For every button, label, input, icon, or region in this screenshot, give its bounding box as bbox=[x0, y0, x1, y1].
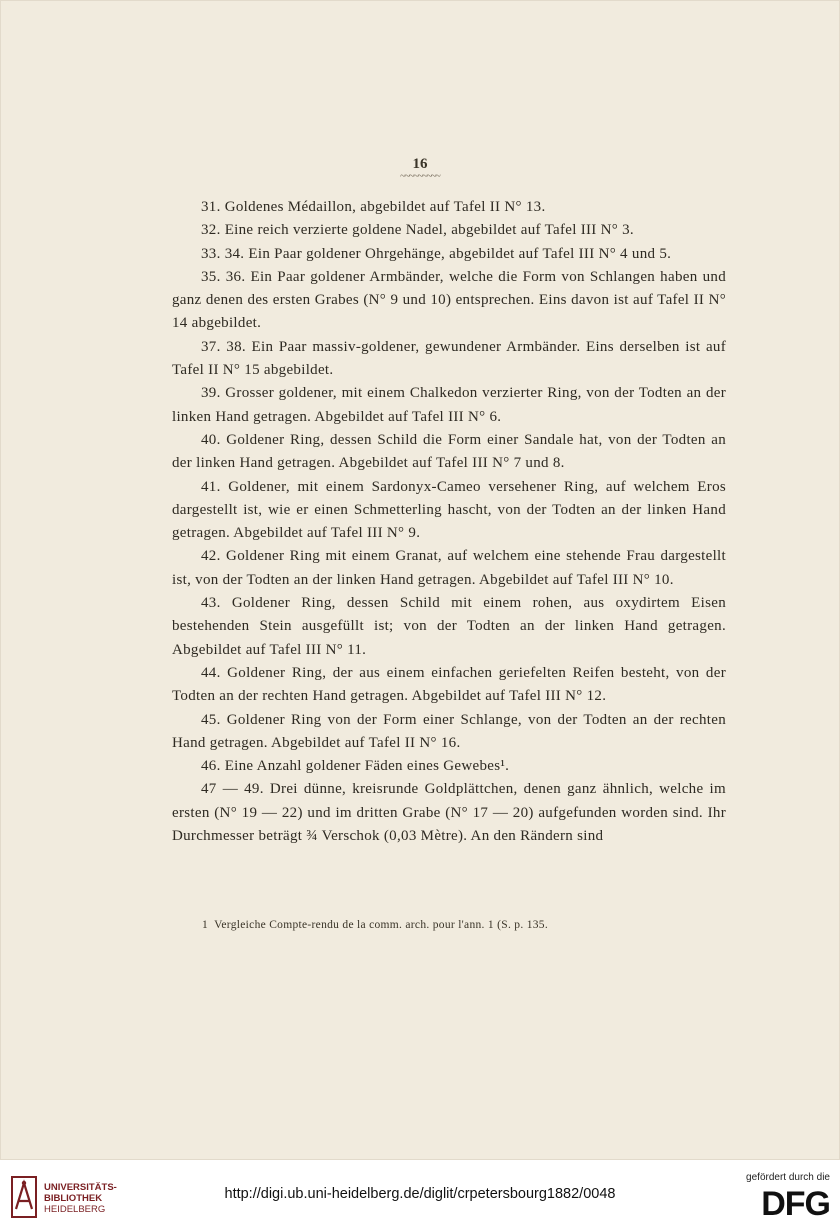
library-name-line-2: BIBLIOTHEK bbox=[44, 1193, 103, 1204]
paragraph-45: 45. Goldener Ring von der Form einer Schlange, von der Todten an der rechten Hand getragen. Abgebildet auf Tafel II N° 16. bbox=[172, 711, 726, 751]
library-name-line-3: HEIDELBERG bbox=[44, 1204, 106, 1215]
paragraph-42: 42. Goldener Ring mit einem Granat, auf welchem eine stehende Frau dargestellt ist, von der Todten an der linken Hand getragen. Abgebildet auf Tafel III N° 10. bbox=[172, 548, 726, 588]
funder-caption: gefördert durch die bbox=[746, 1172, 830, 1183]
funder-logo[interactable] bbox=[720, 1172, 830, 1223]
paragraph-40: 40. Goldener Ring, dessen Schild die Form einer Sandale hat, von der Todten an der linken Hand getragen. Abgebildet auf Tafel III N° 7 und 8. bbox=[172, 431, 726, 472]
paragraph-37-38: 37. 38. Ein Paar massiv-goldener, gewundener Armbänder. Eins derselben ist auf Tafel II N° 15 abgebildet. bbox=[172, 338, 726, 379]
paragraph-44: 44. Goldener Ring, der aus einem einfachen geriefelten Reifen besteht, von der Todten an der rechten Hand getragen. Abgebildet auf Tafel III N° 12. bbox=[172, 664, 726, 705]
footnote-text: Vergleiche Compte-rendu de la comm. arch. pour l'ann. 1 (S. p. 135. bbox=[214, 919, 549, 931]
paragraph-41: 41. Goldener, mit einem Sardonyx-Cameo versehener Ring, auf welchem Eros dargestellt ist, wie er einen Schmetterling hascht, von der Todten an der linken Hand getragen. Abgebildet auf Tafel III N° 9. bbox=[172, 478, 726, 542]
paragraph-43: 43. Goldener Ring, dessen Schild mit einem rohen, aus oxydirtem Eisen bestehenden Stein ausgefüllt ist; von der Todten an der linken Hand getragen. Abgebildet auf Tafel III N° 11. bbox=[172, 595, 726, 658]
dfg-logo: DFG bbox=[761, 1185, 830, 1223]
source-url-link[interactable]: http://digi.ub.uni-heidelberg.de/diglit/crpetersbourg1882/0048 bbox=[224, 1186, 616, 1202]
paragraph-47-49: 47 — 49. Drei dünne, kreisrunde Goldplättchen, denen ganz ähnlich, welche im ersten (N° 19 — 22) und im dritten Grabe (N° 17 — 20) aufgefunden worden sind. Ihr Durchmesser beträgt ¾ Verschok (0,03 Mètre). An den Rändern sind bbox=[172, 781, 726, 845]
paragraph-35-36: 35. 36. Ein Paar goldener Armbänder, welche die Form von Schlangen haben und ganz denen des ersten Grabes (N° 9 und 10) entsprechen. Eins davon ist auf Tafel II N° 14 abgebildet. bbox=[172, 268, 726, 332]
footnote-mark: 1 bbox=[202, 919, 209, 931]
paragraph-46: 46. Eine Anzahl goldener Fäden eines Gewebes¹. bbox=[201, 758, 510, 775]
paragraph-33-34: 33. 34. Ein Paar goldener Ohrgehänge, abgebildet auf Tafel III N° 4 und 5. bbox=[201, 245, 672, 262]
page-number-ornament: ~~~~~~~~~ bbox=[400, 171, 440, 182]
page-number: 16 bbox=[412, 156, 428, 172]
body-text bbox=[172, 196, 726, 848]
footnote bbox=[202, 919, 622, 931]
paragraph-39: 39. Grosser goldener, mit einem Chalkedon verzierter Ring, von der Todten an der linken Hand getragen. Abgebildet auf Tafel III N° 6. bbox=[172, 385, 726, 425]
paragraph-31: 31. Goldenes Médaillon, abgebildet auf Tafel II N° 13. bbox=[201, 199, 546, 215]
library-name-line-1: UNIVERSITÄTS- bbox=[44, 1182, 117, 1193]
paragraph-32: 32. Eine reich verzierte goldene Nadel, abgebildet auf Tafel III N° 3. bbox=[201, 222, 634, 239]
